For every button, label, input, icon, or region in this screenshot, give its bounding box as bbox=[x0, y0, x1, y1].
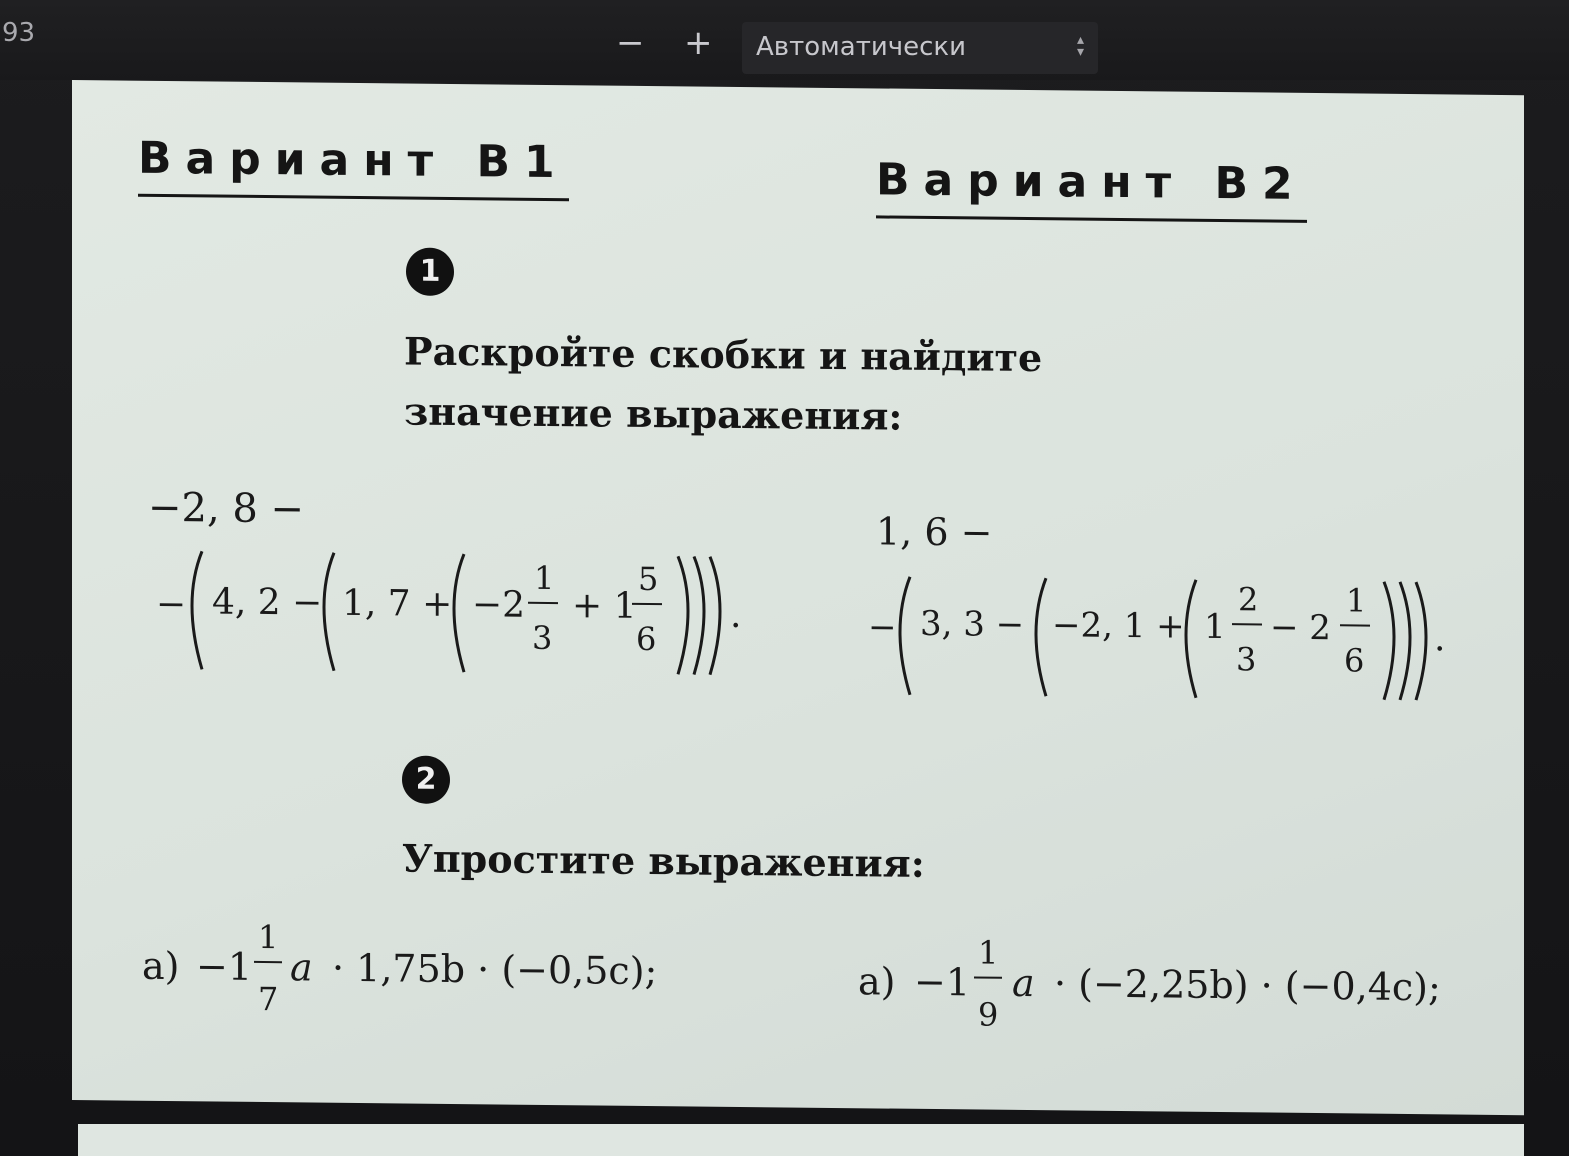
expression-v2 bbox=[868, 509, 1445, 700]
paren-open-2 bbox=[324, 553, 334, 671]
expr-v1-c-whole: −2 bbox=[472, 584, 526, 626]
document-page bbox=[72, 80, 1524, 1115]
expr-v2-c-whole: 1 bbox=[1204, 606, 1226, 648]
simplify-v1-lead: −1 bbox=[196, 944, 253, 989]
expr-v1-end: . bbox=[730, 594, 742, 637]
paren-open-1 bbox=[192, 551, 202, 669]
task-2-instruction: Упростите выражения: bbox=[402, 835, 925, 886]
chevron-down-icon: ▾ bbox=[1076, 44, 1084, 60]
simplify-v1-var: a bbox=[290, 945, 313, 990]
simplify-v2-lead: −1 bbox=[914, 959, 971, 1005]
page-number: 93 bbox=[2, 18, 36, 48]
paren-close-1 bbox=[1416, 582, 1426, 700]
expr-v2-c-num: 2 bbox=[1238, 580, 1259, 619]
math-expressions bbox=[72, 80, 1524, 1115]
expr-v1-d-den: 6 bbox=[636, 619, 657, 659]
expr-v2-d-den: 6 bbox=[1344, 641, 1365, 680]
simplify-v2-label: а) bbox=[858, 959, 896, 1004]
variant-2-title: Вариант В2 bbox=[876, 154, 1307, 223]
variant-1-title: Вариант В1 bbox=[138, 133, 569, 202]
expr-v1-b: 1, 7 + bbox=[342, 582, 453, 625]
expr-v1-c-num: 1 bbox=[534, 558, 555, 598]
expr-v2-c-den: 3 bbox=[1236, 640, 1257, 679]
simplify-v2-var: a bbox=[1012, 960, 1035, 1006]
expr-v1-op: + 1 bbox=[572, 585, 637, 627]
paren-close-1 bbox=[710, 557, 720, 675]
paren-open-2 bbox=[1036, 578, 1046, 696]
paren-close-2 bbox=[694, 557, 704, 675]
simplify-v1-num: 1 bbox=[258, 917, 279, 957]
expr-v2-end: . bbox=[1434, 618, 1446, 660]
paren-open-3 bbox=[1186, 580, 1196, 698]
zoom-select[interactable] bbox=[742, 22, 1098, 74]
simplify-v1-den: 7 bbox=[258, 979, 279, 1019]
expr-v2-op: − 2 bbox=[1270, 607, 1331, 649]
expr-v2-d-num: 1 bbox=[1346, 581, 1367, 620]
simplify-v2-num: 1 bbox=[978, 933, 999, 972]
expr-v1-d-num: 5 bbox=[638, 559, 659, 599]
chevron-updown-icon bbox=[1077, 34, 1084, 58]
paren-close-2 bbox=[1400, 582, 1410, 700]
zoom-in-button[interactable]: + bbox=[684, 23, 713, 63]
simplify-v2 bbox=[858, 932, 1441, 1038]
task-2-number-badge: 2 bbox=[402, 755, 450, 804]
paren-close-3 bbox=[1384, 582, 1394, 700]
task-1-number-badge: 1 bbox=[406, 247, 454, 296]
expr-v2-b: −2, 1 + bbox=[1052, 605, 1185, 647]
expr-v1-a: 4, 2 − bbox=[212, 581, 323, 624]
paren-open-3 bbox=[454, 554, 464, 672]
expr-v2-a: 3, 3 − bbox=[920, 603, 1025, 645]
paren-open-1 bbox=[900, 577, 910, 695]
expression-v1 bbox=[148, 485, 741, 675]
expr-v1-line1: −2, 8 − bbox=[148, 484, 305, 533]
expr-v1-c-den: 3 bbox=[532, 618, 553, 658]
expr-v2-line1: 1, 6 − bbox=[876, 509, 993, 555]
simplify-v2-rest: · (−2,25b) · (−0,4c); bbox=[1054, 961, 1441, 1010]
next-document-page bbox=[78, 1124, 1524, 1156]
simplify-v1-rest: · 1,75b · (−0,5c); bbox=[332, 945, 658, 994]
viewer-toolbar bbox=[0, 0, 1569, 80]
chevron-up-icon: ▴ bbox=[1076, 32, 1084, 48]
simplify-v1 bbox=[142, 917, 657, 1022]
zoom-out-button[interactable]: − bbox=[616, 23, 645, 63]
task-1-line-1: Раскройте скобки и найдите bbox=[404, 328, 1043, 381]
expr-v1-minus: − bbox=[156, 583, 187, 626]
zoom-select-value: Автоматически bbox=[756, 32, 967, 62]
paren-close-3 bbox=[678, 556, 688, 674]
task-1-line-2: значение выражения: bbox=[404, 388, 903, 439]
simplify-v2-den: 9 bbox=[978, 995, 999, 1034]
simplify-v1-label: а) bbox=[142, 943, 180, 989]
expr-v2-minus: − bbox=[868, 607, 897, 648]
